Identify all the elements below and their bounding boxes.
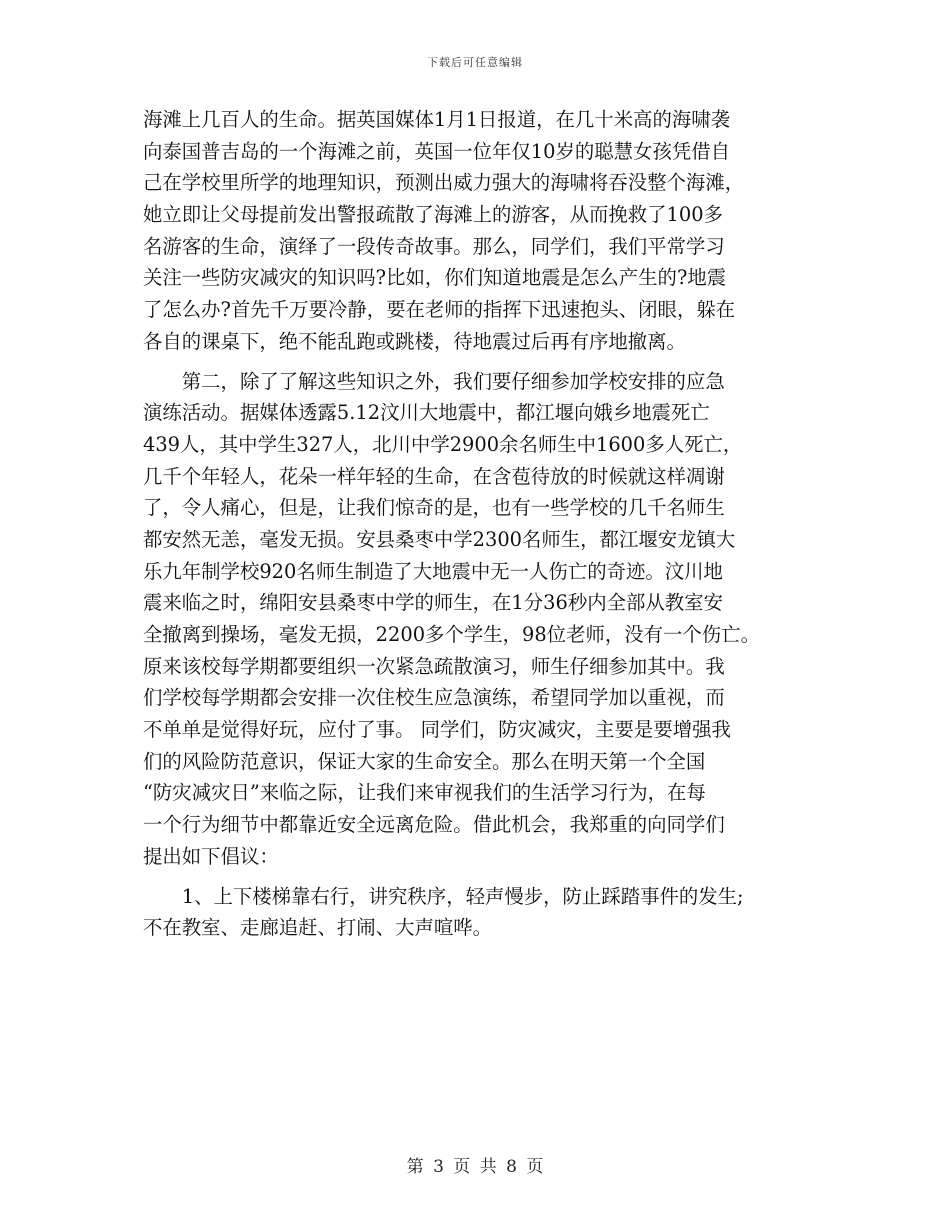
text-line: 己在学校里所学的地理知识，预测出威力强大的海啸将吞没整个海滩， xyxy=(143,171,745,195)
text-line: 她立即让父母提前发出警报疏散了海滩上的游客，从而挽救了100多 xyxy=(143,203,723,227)
text-line: 全撤离到操场，毫发无损，2200多个学生，98位老师，没有一个伤亡。 xyxy=(143,623,760,646)
text-line: 第二，除了了解这些知识之外，我们要仔细参加学校安排的应急 xyxy=(143,369,725,393)
text-line: 海滩上几百人的生命。据英国媒体1月1日报道，在几十米高的海啸袭 xyxy=(143,108,731,131)
text-line: 们学校每学期都会安排一次住校生应急演练，希望同学加以重视，而 xyxy=(143,686,725,710)
text-line: 都安然无恙，毫发无损。安县桑枣中学2300名师生，都江堰安龙镇大 xyxy=(143,527,736,551)
text-line: 演练活动。据媒体透露5.12汶川大地震中，都江堰向娥乡地震死亡 xyxy=(143,401,710,425)
page-number: 第 3 页 共 8 页 xyxy=(406,1157,544,1177)
text-line: 不在教室、走廊追赶、打闹、大声喧哗。 xyxy=(143,916,493,940)
text-line: “防灾减灾日”来临之际，让我们来审视我们的生活学习行为，在每 xyxy=(143,781,706,805)
text-line: 几千个年轻人，花朵一样年轻的生命，在含苞待放的时候就这样凋谢 xyxy=(143,464,725,488)
paragraph-1 xyxy=(143,104,823,358)
text-line: 了，令人痛心，但是，让我们惊奇的是，也有一些学校的几千名师生 xyxy=(143,496,725,520)
paragraph-gap xyxy=(143,358,823,366)
text-line: 向泰国普吉岛的一个海滩之前，英国一位年仅10岁的聪慧女孩凭借自 xyxy=(143,139,731,163)
text-line: 提出如下倡议： xyxy=(143,844,279,868)
text-line: 乐九年制学校920名师生制造了大地震中无一人伤亡的奇迹。汶川地 xyxy=(143,559,723,583)
paragraph-3 xyxy=(143,881,823,944)
body-text xyxy=(143,104,823,944)
text-line: 1、上下楼梯靠右行，讲究秩序，轻声慢步，防止踩踏事件的发生; xyxy=(143,884,744,908)
text-line: 不单单是觉得好玩，应付了事。 同学们，防灾减灾，主要是要增强我 xyxy=(143,718,731,742)
text-line: 一个行为细节中都靠近安全远离危险。借此机会，我郑重的向同学们 xyxy=(143,813,725,837)
text-line: 震来临之时，绵阳安县桑枣中学的师生，在1分36秒内全部从教室安 xyxy=(143,591,723,615)
text-line: 了怎么办?首先千万要冷静，要在老师的指挥下迅速抱头、闭眼，躲在 xyxy=(143,298,736,322)
text-line: 们的风险防范意识，保证大家的生命安全。那么在明天第一个全国 xyxy=(143,749,706,773)
header-note: 下载后可任意编辑 xyxy=(427,56,523,69)
paragraph-gap xyxy=(143,873,823,881)
text-line: 原来该校每学期都要组织一次紧急疏散演习，师生仔细参加其中。我 xyxy=(143,654,725,678)
text-line: 关注一些防灾减灾的知识吗?比如，你们知道地震是怎么产生的?地震 xyxy=(143,266,727,290)
paragraph-2 xyxy=(143,366,823,873)
text-line: 各自的课桌下，绝不能乱跑或跳楼，待地震过后再有序地撤离。 xyxy=(143,329,686,353)
text-line: 439人，其中学生327人，北川中学2900余名师生中1600多人死亡， xyxy=(143,432,743,456)
text-line: 名游客的生命，演绎了一段传奇故事。那么，同学们，我们平常学习 xyxy=(143,234,725,258)
